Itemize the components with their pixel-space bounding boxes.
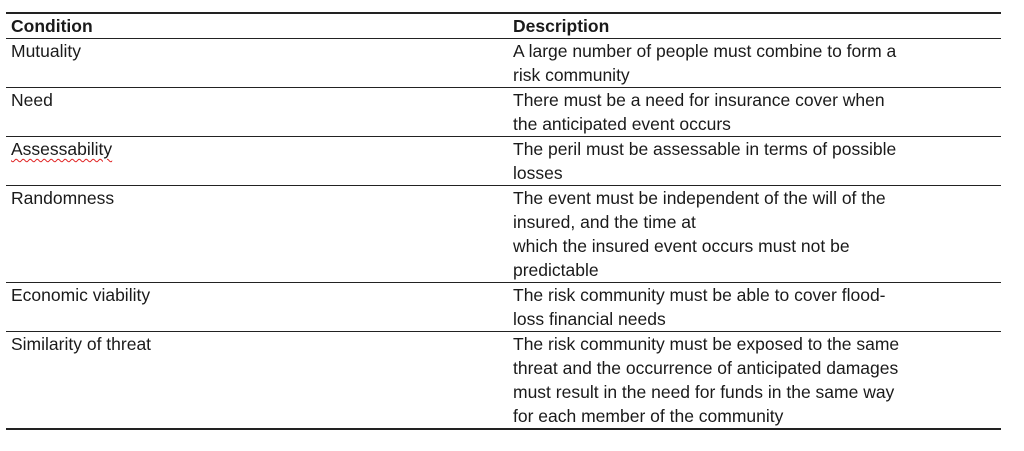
description-cell: The peril must be assessable in terms of possible losses [513, 139, 897, 183]
description-cell: The event must be independent of the will of the insured, and the time at which the insured event occurs must not be predictable [513, 188, 886, 280]
description-cell: The risk community must be exposed to the same threat and the occurrence of anticipated damages must result in the need for funds in the same way for each member of the community [513, 334, 900, 426]
conditions-table [6, 12, 1001, 430]
description-cell: The risk community must be able to cover flood- loss financial needs [513, 285, 886, 329]
description-cell: A large number of people must combine to form a risk community [513, 41, 897, 85]
table-row [6, 137, 1001, 185]
table-bottom-rule [6, 428, 1001, 430]
condition-cell: Need [11, 90, 53, 110]
spellcheck-underlined-word: Assessability [11, 139, 113, 159]
header-condition: Condition [11, 16, 93, 36]
condition-cell: Randomness [11, 188, 115, 208]
table-row [6, 88, 1001, 136]
table-row [6, 332, 1001, 428]
table-row [6, 283, 1001, 331]
table-row [6, 186, 1001, 282]
condition-cell: Mutuality [11, 41, 82, 61]
condition-cell: Economic viability [11, 285, 151, 305]
table-row [6, 39, 1001, 87]
condition-cell [6, 137, 508, 161]
header-description: Description [513, 16, 610, 36]
table-header-row [6, 14, 1001, 38]
description-cell: There must be a need for insurance cover when the anticipated event occurs [513, 90, 885, 134]
condition-cell: Similarity of threat [11, 334, 152, 354]
